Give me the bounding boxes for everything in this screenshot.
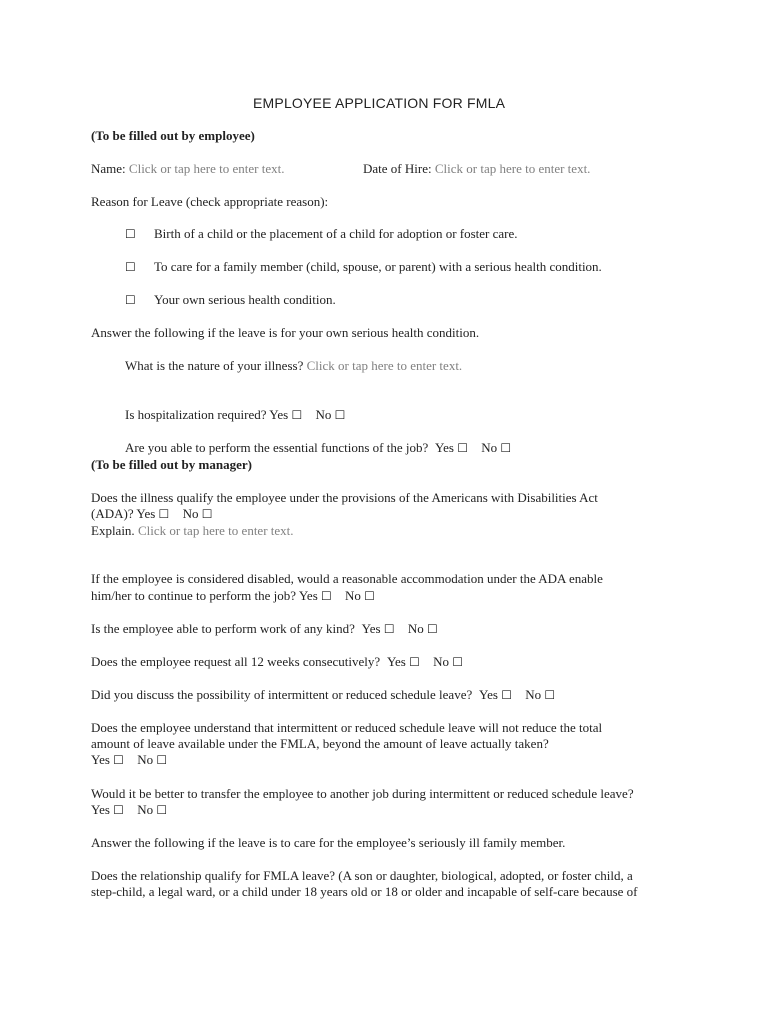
ada-no-checkbox[interactable]: ☐: [201, 507, 213, 521]
reason-option-family: [125, 259, 602, 275]
own-condition-prompt: Answer the following if the leave is for your own serious health condition.: [91, 325, 480, 340]
transfer-yes-label: Yes: [91, 802, 110, 817]
work-any-kind-row: [91, 621, 438, 637]
intermittent-discussed-no-checkbox[interactable]: ☐: [544, 688, 556, 702]
reason-birth-label: Birth of a child or the placement of a child for adoption or foster care.: [154, 226, 518, 241]
understand-question-line1: Does the employee understand that intermittent or reduced schedule leave will not reduce the total: [91, 720, 603, 735]
accommodation-question-line2: him/her to continue to perform the job?: [91, 588, 297, 603]
reason-family-label: To care for a family member (child, spouse, or parent) with a serious health condition.: [154, 259, 602, 274]
manager-section-heading: (To be filled out by manager): [91, 457, 252, 472]
hire-date-field[interactable]: Click or tap here to enter text.: [434, 161, 591, 176]
accommodation-no-checkbox[interactable]: ☐: [364, 589, 375, 603]
hospitalization-yes-label: Yes: [269, 407, 289, 422]
reason-family-checkbox[interactable]: ☐: [125, 260, 136, 274]
employee-section-heading: (To be filled out by employee): [91, 128, 255, 143]
work-any-kind-yes-label: Yes: [361, 621, 381, 636]
understand-no-checkbox[interactable]: ☐: [156, 753, 168, 767]
twelve-weeks-no-checkbox[interactable]: ☐: [452, 655, 464, 669]
explain-row: [91, 523, 294, 539]
intermittent-discussed-yes-checkbox[interactable]: ☐: [501, 688, 512, 702]
illness-row: [125, 358, 462, 374]
reason-option-own: [125, 292, 336, 308]
understand-yes-label: Yes: [91, 752, 110, 767]
essential-no-label: No: [481, 440, 498, 455]
name-field[interactable]: Click or tap here to enter text.: [128, 161, 285, 176]
name-row: [91, 161, 285, 177]
understand-options-row: [91, 752, 167, 768]
relationship-question-line2: step-child, a legal ward, or a child under 18 years old or 18 or older and incapable of self-care because of: [91, 884, 638, 899]
illness-question: What is the nature of your illness?: [125, 358, 304, 373]
work-any-kind-no-checkbox[interactable]: ☐: [427, 622, 438, 636]
twelve-weeks-yes-checkbox[interactable]: ☐: [409, 655, 420, 669]
essential-functions-question: Are you able to perform the essential functions of the job?: [125, 440, 429, 455]
intermittent-discussed-yes-label: Yes: [479, 687, 498, 702]
twelve-weeks-yes-label: Yes: [386, 654, 406, 669]
intermittent-discussed-row: [91, 687, 555, 703]
reason-own-checkbox[interactable]: ☐: [125, 293, 136, 307]
hospitalization-question: Is hospitalization required?: [125, 407, 267, 422]
hospitalization-no-checkbox[interactable]: ☐: [334, 408, 346, 422]
accommodation-question-line1: If the employee is considered disabled, would a reasonable accommodation under the ADA enable: [91, 571, 603, 586]
explain-field[interactable]: Click or tap here to enter text.: [137, 523, 294, 538]
essential-no-checkbox[interactable]: ☐: [500, 441, 512, 455]
work-any-kind-question: Is the employee able to perform work of any kind?: [91, 621, 355, 636]
twelve-weeks-row: [91, 654, 463, 670]
document-title: EMPLOYEE APPLICATION FOR FMLA: [253, 95, 506, 111]
accommodation-no-label: No: [345, 588, 361, 603]
relationship-question-line1: Does the relationship qualify for FMLA leave? (A son or daughter, biological, adopted, or foster child, a: [91, 868, 633, 883]
hospitalization-yes-checkbox[interactable]: ☐: [291, 408, 303, 422]
twelve-weeks-question: Does the employee request all 12 weeks consecutively?: [91, 654, 381, 669]
reason-option-birth: [125, 226, 518, 242]
hospitalization-no-label: No: [315, 407, 332, 422]
work-any-kind-no-label: No: [407, 621, 424, 636]
accommodation-yes-label: Yes: [298, 588, 318, 603]
explain-label: Explain.: [91, 523, 135, 538]
hire-date-label: Date of Hire:: [363, 161, 432, 176]
name-label: Name:: [91, 161, 126, 176]
transfer-question: Would it be better to transfer the employee to another job during intermittent or reduced schedule leave?: [91, 786, 634, 801]
twelve-weeks-no-label: No: [433, 654, 450, 669]
intermittent-discussed-no-label: No: [525, 687, 542, 702]
transfer-no-checkbox[interactable]: ☐: [156, 803, 168, 817]
ada-question-line2: (ADA)?: [91, 506, 134, 521]
ada-no-label: No: [182, 506, 199, 521]
hospitalization-row: [125, 407, 345, 423]
family-prompt: Answer the following if the leave is to care for the employee’s seriously ill family member.: [91, 835, 566, 850]
intermittent-discussed-question: Did you discuss the possibility of intermittent or reduced schedule leave?: [91, 687, 473, 702]
reason-own-label: Your own serious health condition.: [154, 292, 336, 307]
accommodation-row: [91, 588, 375, 604]
essential-yes-label: Yes: [435, 440, 454, 455]
ada-yes-checkbox[interactable]: ☐: [158, 507, 170, 521]
accommodation-yes-checkbox[interactable]: ☐: [321, 589, 332, 603]
essential-yes-checkbox[interactable]: ☐: [457, 441, 468, 455]
understand-yes-checkbox[interactable]: ☐: [113, 753, 124, 767]
understand-question-line2: amount of leave available under the FMLA, beyond the amount of leave actually taken?: [91, 736, 549, 751]
hire-date-row: [363, 161, 590, 177]
understand-no-label: No: [137, 752, 154, 767]
reason-prompt: Reason for Leave (check appropriate reason):: [91, 194, 329, 209]
transfer-options-row: [91, 802, 167, 818]
reason-birth-checkbox[interactable]: ☐: [125, 227, 136, 241]
ada-question-row: [91, 506, 212, 522]
transfer-yes-checkbox[interactable]: ☐: [113, 803, 124, 817]
work-any-kind-yes-checkbox[interactable]: ☐: [383, 622, 395, 636]
illness-field[interactable]: Click or tap here to enter text.: [306, 358, 463, 373]
ada-yes-label: Yes: [136, 506, 156, 521]
ada-question-line1: Does the illness qualify the employee under the provisions of the Americans with Disabilities Act: [91, 490, 598, 505]
essential-functions-row: [125, 440, 511, 456]
transfer-no-label: No: [137, 802, 154, 817]
